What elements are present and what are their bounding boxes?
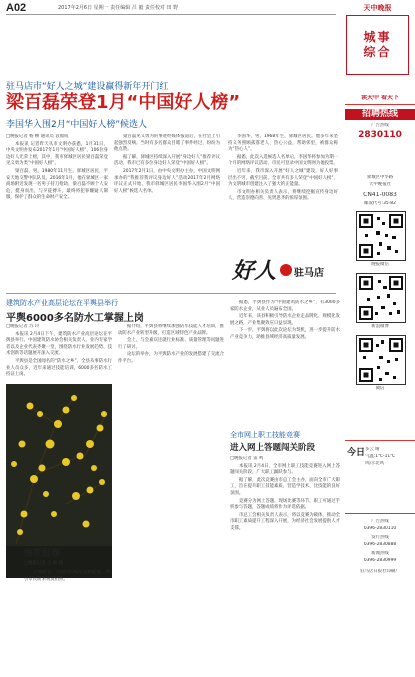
paragraph: 市总工会相关负责人表示，将以竞赛为载体，推动全市职工素质提升工程深入开展，为经济社会发展提供人才支撑。 [230,512,340,531]
hotline-label: 广告热线 [371,123,389,128]
qr1-label: 晚报微信 [371,262,389,267]
paragraph: 本报讯 2月4日，全市网上职工技能竞赛进入网上答题闯关阶段，广大职工踊跃参与。 [230,463,340,476]
fire-headline: 平舆6000多名防水工掌握上岗 [6,313,144,324]
qr3-label: 微信 [375,386,385,391]
section-divider [6,293,336,294]
wechat-qr-code-2-icon [356,335,406,385]
paragraph: 近年来，我市深入开展“好人之城”建设，好人好事层出不穷，截至目前，全市共有多人荣登“中国好人榜”，为文明城市创建注入了强大的正能量。 [228,168,338,188]
logo-big-text: 好人 [232,258,277,284]
paragraph: 李国华，男，1968年生，驿城区居民。他多年来坚持义务照顾孤寡老人，热心公益，帮助邻里，被群众称为“热心人”。 [228,134,338,153]
sidebar-rule [345,440,415,441]
right-sidebar [345,95,415,677]
recruit-banner: 招聘热线 [345,109,415,120]
weather-temperature: 气温:1℃-11℃ [365,454,396,459]
sidebar-rule [345,513,415,514]
ad-hotline-label: 广告热线 [371,519,389,524]
fire-column-3 [230,300,340,424]
lead-column-3 [228,134,338,246]
paragraph: 据了解，此次竞赛由市总工会主办，面向全市广大职工，旨在提升职工技能素质，营造学技术、比技能的良好氛围。 [230,477,340,496]
weather-condition: 多云 晴 [365,447,380,452]
paragraph: 据了解，驿城区持续深入开展“身边好人”推荐评议活动，我市已有多位身边好人荣登“中国好人榜”。 [114,154,220,167]
paragraph: 平舆县是全国闻名的“防水之乡”，全县从事防水行业人员众多，近年来通过技能培训，6000多名防水工持证上岗。 [6,358,112,378]
paragraph: 本报讯 2月4日下午，建筑防水产业高层论坛在平舆县举行。中国建筑防水协会相关负责人、业内专家学者以及企业代表齐聚一堂，围绕防水行业发展趋势、技术创新等话题展开深入交流。 [6,331,112,357]
section-masthead [340,0,415,90]
paragraph: 市文明办相关负责人表示，将继续挖掘宣传身边好人，营造崇德向善、见贤思齐的浓厚氛围。 [228,189,338,202]
page-number: A02 [6,2,27,14]
paragraph: 立春时节，公园内的梅花竞相绽放，吸引市民前来观赏拍照。 [24,570,110,582]
paragraph: 梁百磊，男，1980年11月生，驿城区居民，平安天地交警中队队员。2016年1月，他在驿城区一家商场附近发现一名男子持刀抢劫，梁百磊不顾个人安危，挺身而出，与歹徒搏斗，最终将犯罪嫌疑人制服，保护了群众的生命财产安全。 [6,168,108,201]
paragraph: 梁百磊见义勇为的事迹经媒体报道后，在社会上引起强烈反响。当时有多名群众目睹了事件经过，纷纷为他点赞。 [114,134,220,153]
sidebar-address-1: 驿城区中华路 [366,175,394,180]
skills-byline: □晚报记者 雷 鸣 [230,456,264,461]
weibo-qr-code-icon [356,273,406,323]
printer-name: 驻马店日报社印刷厂 [360,569,400,574]
fire-column-2 [118,324,224,424]
masthead-title-1: 城事 [363,30,392,44]
fire-byline: □晚报记者 苏 玲 [6,324,40,329]
paragraph: 据介绍，平舆县将继续加强防水技能人才培训，推动防水产业转型升级，打造区域特色产业品牌。 [118,324,224,336]
lead-subhead: 李国华入围2月“中国好人榜”候选人 [6,120,148,130]
sidebar-address-2: 天中晚报社 [369,182,391,187]
sidebar-rule [345,104,415,105]
photo-credit: □晚报记者 王 辉 摄 [24,561,64,566]
ad-hotline-number: 0396-2830110 [363,526,397,531]
lead-byline: □晚报记者 杨 柳 通讯员 袁福成 [6,134,69,139]
blossom-illustration [6,384,112,546]
paragraph: 本报讯 记者昨天从市文明办获悉，1月31日，中央文明办发布2017年1月“中国好人榜”，106位身边好人光荣上榜，其中，我市驿城区居民梁百磊荣登见义勇为类“中国好人榜”。 [6,141,108,167]
paragraph: 下一步，平舆将以此次论坛为契机，进一步提升防水产业竞争力，助推县域经济高质量发展。 [230,328,340,340]
paragraph: 据悉，平舆县作为“中国建筑防水之乡”，有3000多家防水企业，从业人员遍布全国。 [230,300,340,312]
paragraph: 据悉，此次入选候选人名单后，李国华将参加为期一个月的网络评议活动，市民可登录中国文明网为他投票。 [228,154,338,167]
hotline-number: 2830110 [358,130,402,140]
photo-caption [24,570,110,598]
logo-small-text: 驻马店 [294,268,324,279]
fire-kicker: 建筑防水产业高层论坛在平舆县举行 [6,299,118,307]
masthead-paper-name: 天中晚报 [363,5,392,12]
lead-column-2 [114,134,220,294]
postal-code: 邮发代号:35-82 [364,201,396,206]
fire-column-1 [6,324,112,380]
paragraph: 会上，与会嘉宾还就行业标准、质量管理等问题进行了研讨。 [118,338,224,350]
sidebar-brand: 读天中 看天下 [360,95,400,101]
photo-caption-title: 梅花报春 [24,549,61,559]
paragraph: 竞赛分为网上答题、现场比赛等环节，职工可通过手机参与答题，答题成绩将作为评选依据。 [230,498,340,511]
paragraph: 近年来，该县积极引导防水企业走品牌化、规模化发展之路，产业集聚效应日益显现。 [230,314,340,326]
skills-column [230,456,340,596]
lead-kicker: 驻马店市“好人之城”建设赢得新年开门红 [6,82,169,92]
distribution-hotline-label: 发行热线 [371,535,389,540]
good-people-logo [228,250,338,288]
top-rule [6,14,336,15]
weather-wind: 风向:北风 [365,461,385,466]
qr2-label: 新浪微博 [371,324,389,329]
dateline: 2017年2月6日 星期一 责任编辑 吕 毅 责任校对 田 野 [58,5,179,11]
news-hotline-label: 新闻热线 [371,551,389,556]
lead-column-1 [6,134,108,294]
cn-number: CN41-0083 [363,192,397,198]
masthead-title-2: 综合 [363,45,392,59]
wechat-qr-code-icon [356,211,406,261]
lead-headline: 梁百磊荣登1月“中国好人榜” [6,92,241,113]
logo-heart-icon [280,264,292,276]
paragraph: 论坛的举办，为平舆防水产业的发展搭建了交流合作平台。 [118,352,224,364]
skills-kicker: 全市网上职工技能竞赛 [230,431,300,439]
news-hotline-number: 0396-2830999 [363,558,397,563]
skills-headline: 进入网上答题闯关阶段 [230,443,316,453]
distribution-hotline-number: 0396-2830888 [363,542,397,547]
masthead-box [346,15,409,75]
paragraph: 2017年2月1日，由中央文明办主办，中国文明网承办的“我推荐我评议身边好人”活动2017年2月网络评议正式开始，我市驿城区居民李国华入围2月“中国好人榜”候选人名单。 [114,168,220,194]
weather-today-label: 今日 [347,448,366,458]
